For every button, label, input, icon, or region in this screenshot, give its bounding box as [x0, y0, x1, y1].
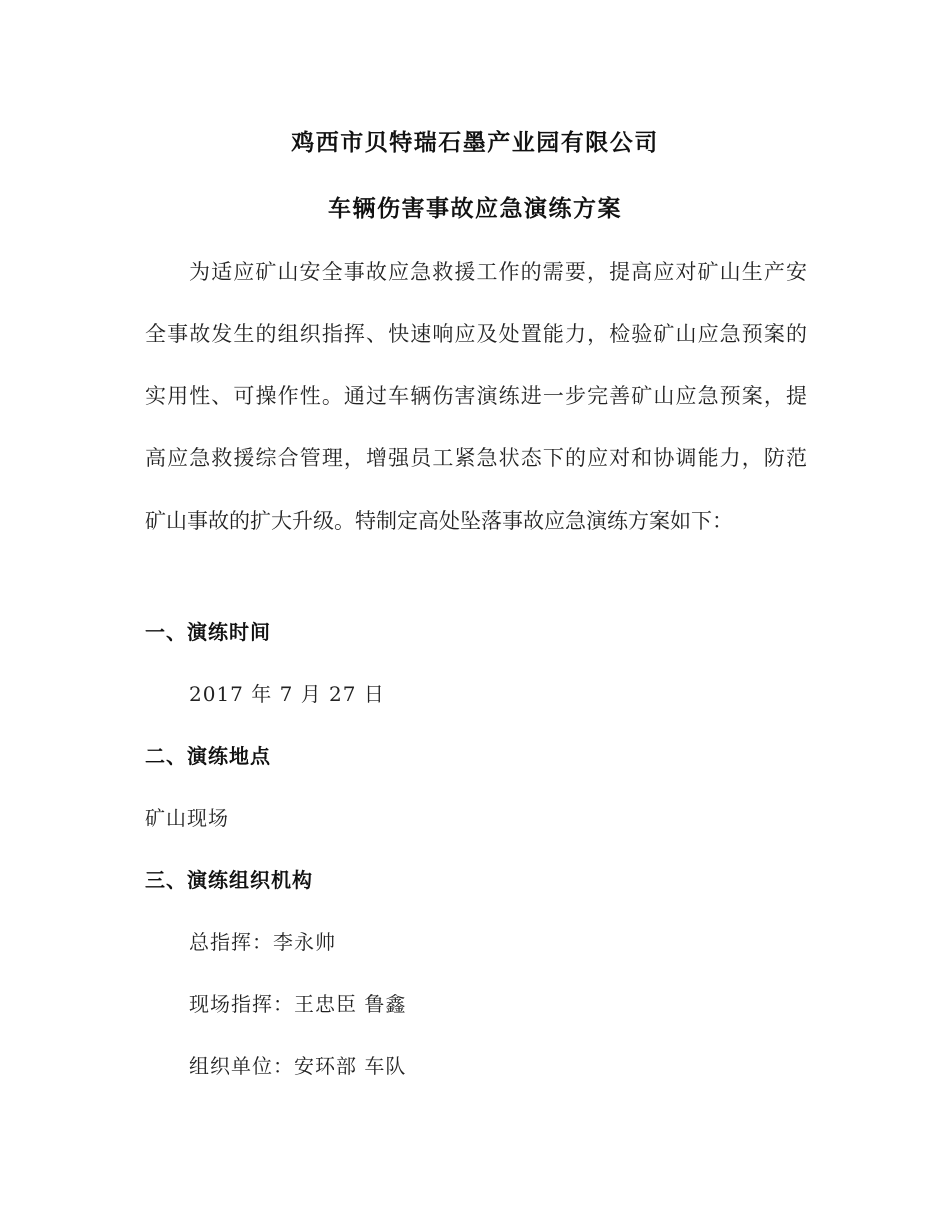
- intro-line-3: 实用性、可操作性。通过车辆伤害演练进一步完善矿山应急预案，提: [145, 384, 807, 408]
- org-item-organizer: 组织单位：安环部 车队: [189, 1054, 407, 1078]
- section-heading-time: 一、演练时间: [145, 620, 271, 644]
- drill-location: 矿山现场: [145, 806, 229, 830]
- intro-line-1: 为适应矿山安全事故应急救援工作的需要，提高应对矿山生产安: [189, 260, 807, 284]
- org-item-field-commander: 现场指挥：王忠臣 鲁鑫: [189, 992, 407, 1016]
- intro-line-5: 矿山事故的扩大升级。特制定高处坠落事故应急演练方案如下：: [145, 509, 733, 533]
- intro-line-4: 高应急救援综合管理，增强员工紧急状态下的应对和协调能力，防范: [145, 446, 807, 470]
- section-heading-location: 二、演练地点: [145, 744, 271, 768]
- company-title: 鸡西市贝特瑞石墨产业园有限公司: [291, 130, 659, 156]
- intro-line-2: 全事故发生的组织指挥、快速响应及处置能力，检验矿山应急预案的: [145, 322, 807, 346]
- org-item-commander: 总指挥：李永帅: [189, 930, 336, 954]
- section-heading-organization: 三、演练组织机构: [145, 868, 313, 892]
- document-subtitle: 车辆伤害事故应急演练方案: [328, 196, 622, 222]
- drill-date: 2017 年 7 月 27 日: [189, 682, 385, 706]
